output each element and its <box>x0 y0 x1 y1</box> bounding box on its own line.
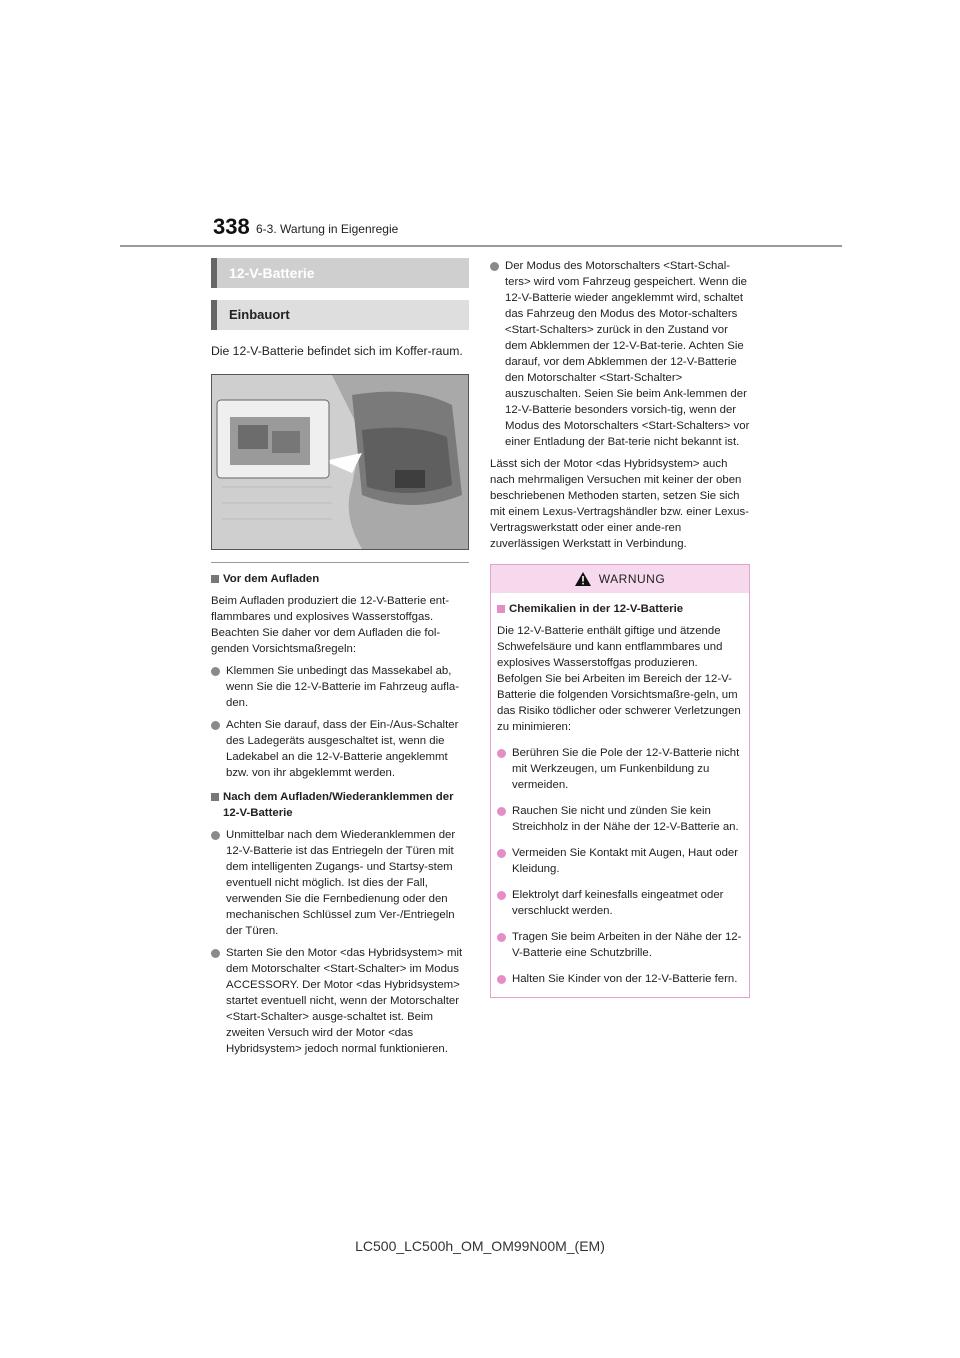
warning-triangle-icon <box>575 572 591 586</box>
list-item: Halten Sie Kinder von der 12-V-Batterie fern. <box>497 971 743 987</box>
bullet-icon <box>497 749 506 758</box>
list-item: Der Modus des Motorschalters <Start-Schal-ters> wird vom Fahrzeug gespeichert. Wenn die 12-V-Batterie wieder angeklemmt wird, schaltet das Fahrzeug den Modus des Motor-schalters <Start-Schalters> zurück in den Zustand vor dem Abklemmen der 12-V-Bat-terie. Achten Sie darauf, vor dem Abklemmen der 12-V-Batterie den Motorschalter <Start-Schalter> auszuschalten. Seien Sie beim Ank-lemmen der 12-V-Batterie besonders vorsich-tig, wenn der Modus des Motorschalters <Start-Schalters> vor einer Entladung der Bat-terie nicht bekannt ist. <box>490 258 750 450</box>
square-bullet-icon <box>211 793 219 801</box>
warning-label: WARNUNG <box>598 572 666 586</box>
heading-before-charging: Vor dem Aufladen <box>211 571 469 587</box>
divider <box>211 562 469 563</box>
list-item: Vermeiden Sie Kontakt mit Augen, Haut oder Kleidung. <box>497 845 743 877</box>
bullet-icon <box>211 721 220 730</box>
trunk-battery-photo <box>211 374 469 550</box>
list-item: Achten Sie darauf, dass der Ein-/Aus-Schalter des Ladegeräts ausgeschaltet ist, wenn die Ladekabel an die 12-V-Batterie angeklemmt bzw. von ihr abgeklemmt werden. <box>211 717 469 781</box>
page-number: 338 <box>213 214 250 239</box>
bullet-icon <box>211 949 220 958</box>
bullet-icon <box>211 831 220 840</box>
list-item: Elektrolyt darf keinesfalls eingeatmet oder verschluckt werden. <box>497 887 743 919</box>
bullet-icon <box>497 891 506 900</box>
list-item: Berühren Sie die Pole der 12-V-Batterie nicht mit Werkzeugen, um Funkenbildung zu vermeiden. <box>497 745 743 793</box>
bullet-icon <box>497 933 506 942</box>
charging-paragraph: Beim Aufladen produziert die 12-V-Batterie ent-flammbares und explosives Wasserstoffgas. Beachten Sie daher vor dem Aufladen die fol-genden Vorsichtsmaßregeln: <box>211 595 450 655</box>
trunk-illustration <box>212 375 468 549</box>
bullet-icon <box>211 667 220 676</box>
list-item: Unmittelbar nach dem Wiederanklemmen der 12-V-Batterie ist das Entriegeln der Türen mit dem intelligenten Zugangs- und Startsy-stem eventuell nicht möglich. Ist dies der Fall, verwenden Sie die Fernbedienung oder den mechanischen Schlüssel zum Ver-/Entriegeln der Türen. <box>211 827 469 939</box>
right-column <box>490 258 750 998</box>
list-item: Rauchen Sie nicht und zünden Sie kein Streichholz in der Nähe der 12-V-Batterie an. <box>497 803 743 835</box>
subtitle-bar <box>211 300 469 330</box>
bullet-icon <box>490 262 499 271</box>
warning-paragraph: Die 12-V-Batterie enthält giftige und ätzende Schwefelsäure und kann entflammbares und explosives Wasserstoffgas produzieren. Befolgen Sie bei Arbeiten im Bereich der 12-V-Batterie die folgenden Vorsichtsmaßre-geln, um das Risiko tödlicher oder schwerer Verletzungen zu minimieren: <box>497 625 741 733</box>
section-title: 6-3. Wartung in Eigenregie <box>256 222 399 236</box>
list-item: Tragen Sie beim Arbeiten in der Nähe der 12-V-Batterie eine Schutzbrille. <box>497 929 743 961</box>
bullet-icon <box>497 849 506 858</box>
warning-box <box>490 564 750 998</box>
square-bullet-icon <box>211 575 219 583</box>
header-divider <box>120 245 842 247</box>
square-bullet-icon <box>497 605 505 613</box>
sub-heading: Einbauort <box>229 307 290 322</box>
warning-header <box>491 565 749 593</box>
left-column <box>211 258 469 1057</box>
warning-heading: Chemikalien in der 12-V-Batterie <box>497 601 743 617</box>
title-bar <box>211 258 469 288</box>
footer-doc-code: LC500_LC500h_OM_OM99N00M_(EM) <box>355 1238 605 1254</box>
heading-after-charging: Nach dem Aufladen/Wiederanklemmen der 12-V-Batterie <box>211 789 469 821</box>
main-heading: 12-V-Batterie <box>229 265 315 281</box>
list-item: Starten Sie den Motor <das Hybridsystem> mit dem Motorschalter <Start-Schalter> im Modus ACCESSORY. Der Motor <das Hybridsystem> startet eventuell nicht, wenn der Motorschalter <Start-Schalter> ausge-schaltet ist. Beim zweiten Versuch wird der Motor <das Hybridsystem> jedoch normal funktionieren. <box>211 945 469 1057</box>
bullet-icon <box>497 975 506 984</box>
service-paragraph: Lässt sich der Motor <das Hybridsystem> auch nach mehrmaligen Versuchen mit keiner der oben beschriebenen Methoden starten, setzen Sie sich mit einem Lexus-Vertragshändler bzw. einer Lexus-Vertragswerkstatt oder einer ande-ren zuverlässigen Werkstatt in Verbindung. <box>490 458 749 550</box>
bullet-icon <box>497 807 506 816</box>
intro-text: Die 12-V-Batterie befindet sich im Koffer-raum. <box>211 344 463 358</box>
list-item: Klemmen Sie unbedingt das Massekabel ab, wenn Sie die 12-V-Batterie im Fahrzeug aufla-den. <box>211 663 469 711</box>
